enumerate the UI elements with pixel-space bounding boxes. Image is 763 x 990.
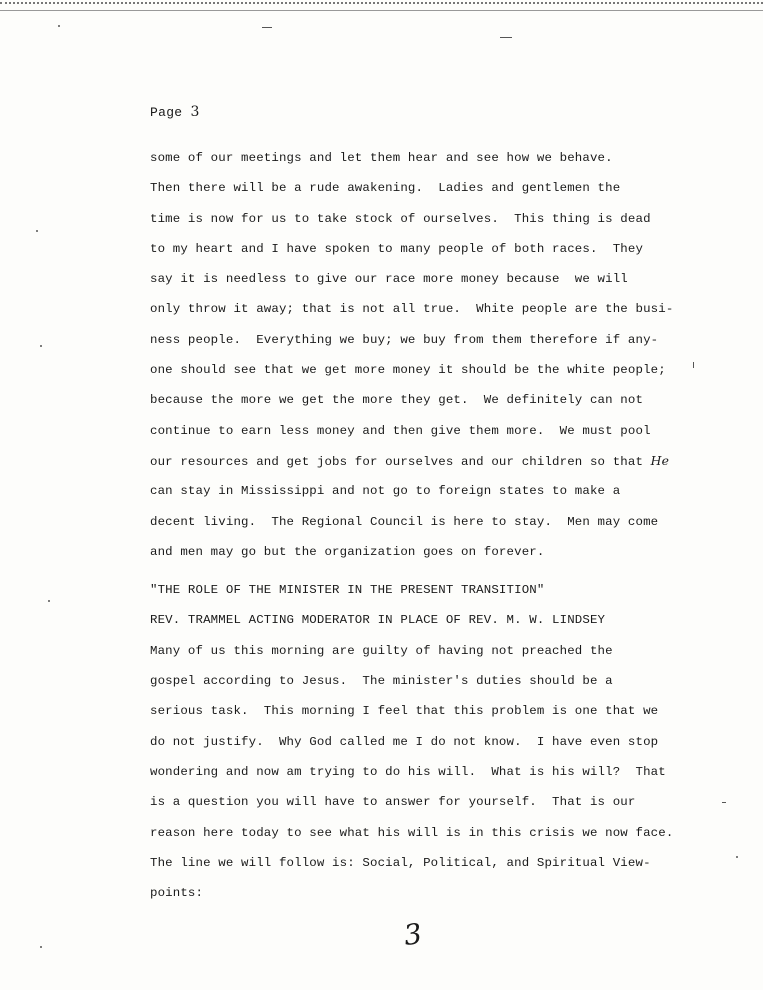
text-line: gospel according to Jesus. The minister's duties should be a (150, 674, 613, 689)
text-line: decent living. The Regional Council is here to stay. Men may come (150, 514, 659, 529)
scan-speck (262, 27, 272, 28)
text-line: our resources and get jobs for ourselves and our children so that (150, 454, 644, 469)
page-label-text: Page (150, 105, 183, 120)
text-line: because the more we get the more they get. We definitely can not (150, 393, 644, 408)
scan-speck (736, 856, 738, 858)
text-line: ness people. Everything we buy; we buy from them therefore if any- (150, 332, 659, 347)
text-line: to my heart and I have spoken to many people of both races. They (150, 241, 644, 256)
section-subtitle: REV. TRAMMEL ACTING MODERATOR IN PLACE OF REV. M. W. LINDSEY (150, 613, 606, 628)
text-line: points: (150, 886, 204, 901)
text-line: some of our meetings and let them hear and see how we behave. (150, 151, 613, 165)
text-line: only throw it away; that is not all true. White people are the busi- (150, 302, 674, 317)
scan-speck (500, 37, 512, 38)
text-line: The line we will follow is: Social, Political, and Spiritual View- (150, 855, 651, 870)
text-line: Then there will be a rude awakening. Ladies and gentlemen the (150, 181, 621, 196)
text-line: reason here today to see what his will is in this crisis we now face. (150, 825, 674, 840)
text-line: time is now for us to take stock of ourselves. This thing is dead (150, 211, 651, 226)
scan-speck (36, 230, 38, 232)
scan-speck (40, 946, 42, 948)
top-edge-border (0, 2, 763, 11)
text-line: serious task. This morning I feel that this problem is one that we (150, 704, 659, 719)
text-line: is a question you will have to answer for yourself. That is our (150, 795, 636, 810)
text-line: wondering and now am trying to do his will. What is his will? That (150, 764, 666, 779)
scan-speck (48, 600, 50, 602)
text-line: can stay in Mississippi and not go to foreign states to make a (150, 484, 621, 499)
text-line-with-insert (150, 450, 710, 480)
scan-speck (722, 802, 726, 803)
scan-speck (40, 345, 42, 347)
text-line: Many of us this morning are guilty of having not preached the (150, 643, 613, 658)
page-header (150, 104, 200, 120)
text-line: do not justify. Why God called me I do not know. I have even stop (150, 734, 659, 749)
text-line: and men may go but the organization goes on forever. (150, 544, 545, 559)
paragraph-gap (150, 571, 710, 579)
handwritten-insert: He (650, 452, 670, 468)
document-body (150, 147, 710, 912)
section-title: "THE ROLE OF THE MINISTER IN THE PRESENT TRANSITION" (150, 583, 545, 598)
page-number: 3 (190, 104, 200, 120)
paragraph-1 (150, 147, 710, 571)
text-line: continue to earn less money and then give them more. We must pool (150, 423, 651, 438)
scan-speck (58, 25, 60, 27)
text-line: one should see that we get more money it should be the white people; (150, 363, 666, 378)
paragraph-2 (150, 640, 710, 913)
text-line: say it is needless to give our race more money because we will (150, 272, 628, 287)
handwritten-page-number: 3 (401, 916, 425, 953)
